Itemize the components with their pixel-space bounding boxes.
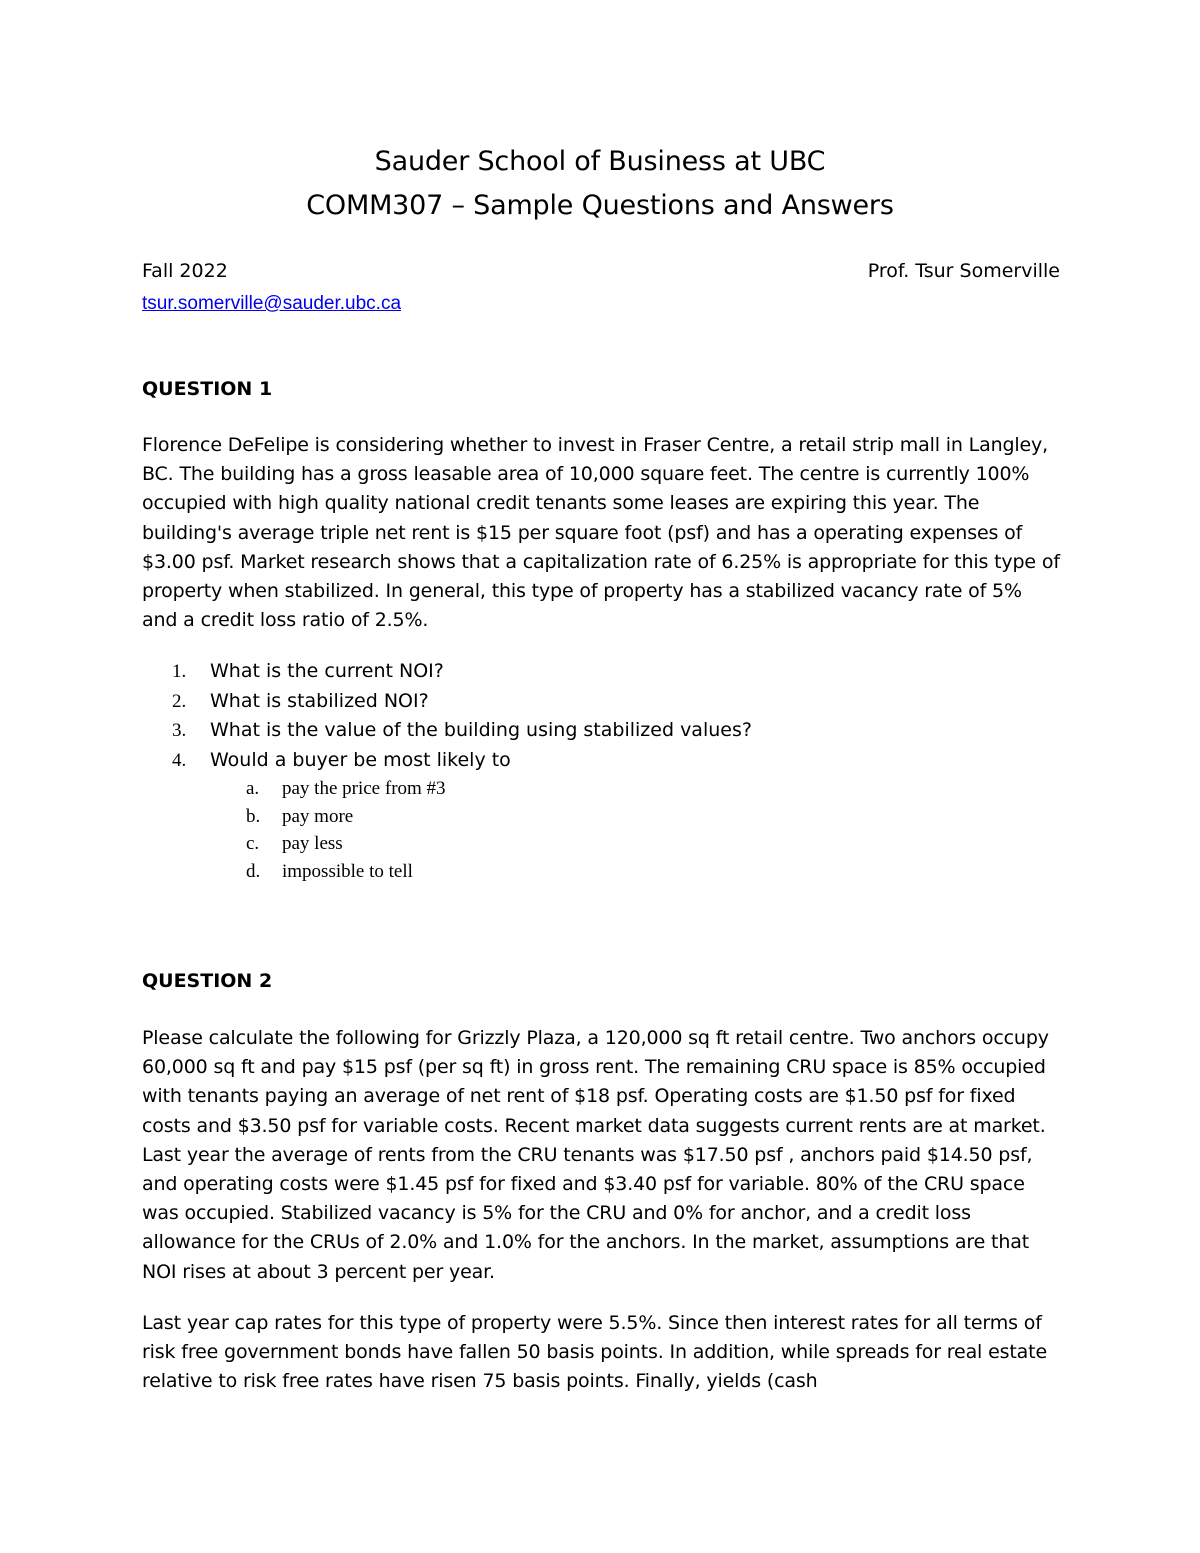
list-number: 2. (172, 690, 187, 712)
sub-list-item (142, 775, 1062, 803)
document-title (0, 140, 1200, 228)
question-2-paragraph-1: Please calculate the following for Grizzly Plaza, a 120,000 sq ft retail centre. Two anchors occupy 60,000 sq ft and pay $15 psf (per sq ft) in gross rent. The remaining CRU space is 85% occupied with tenants paying an average of net rent of $18 psf. Operating costs are $1.50 psf for fixed costs and $3.50 psf for variable costs. Recent market data suggests current rents are at market. Last year the average of rents from the CRU tenants was $17.50 psf , anchors paid $14.50 psf, and operating costs were $1.45 psf for fixed and $3.40 psf for variable. 80% of the CRU space was occupied. Stabilized vacancy is 5% for the CRU and 0% for anchor, and a credit loss allowance for the CRUs of 2.0% and 1.0% for the anchors. In the market, assumptions are that NOI rises at about 3 percent per year. (142, 1027, 1049, 1283)
sub-list-text: pay the price from #3 (282, 778, 446, 799)
list-item (142, 716, 1062, 746)
title-line-school: Sauder School of Business at UBC (374, 146, 826, 177)
list-item (142, 746, 1062, 776)
sub-list-text: pay less (282, 833, 343, 854)
list-text: What is the current NOI? (210, 660, 444, 682)
sub-list-letter: d. (246, 860, 261, 882)
sub-list-letter: c. (246, 833, 260, 854)
question-1-paragraph: Florence DeFelipe is considering whether to invest in Fraser Centre, a retail strip mall in Langley, BC. The building has a gross leasable area of 10,000 square feet. The centre is currently 100% occupied with high quality national credit tenants some leases are expiring this year. The building's average triple net rent is $15 per square foot (psf) and has a operating expenses of $3.00 psf. Market research shows that a capitalization rate of 6.25% is appropriate for this type of property when stabilized. In general, this type of property has a stabilized vacancy rate of 5% and a credit loss ratio of 2.5%. (142, 434, 1060, 632)
list-number: 4. (172, 749, 187, 771)
list-text: Would a buyer be most likely to (210, 748, 511, 771)
sub-list-item (142, 830, 1062, 858)
title-line-course: COMM307 – Sample Questions and Answers (306, 190, 894, 221)
professor-name: Prof. Tsur Somerville (867, 260, 1060, 282)
sub-list-item (142, 803, 1062, 831)
question-1-heading: QUESTION 1 (142, 378, 273, 400)
email-link[interactable]: tsur.somerville@sauder.ubc.ca (142, 293, 402, 314)
question-1-list (142, 657, 1062, 885)
question-2-paragraph-2: Last year cap rates for this type of property were 5.5%. Since then interest rates for all terms of risk free government bonds have fallen 50 basis points. In addition, while spreads for real estate relative to risk free rates have risen 75 basis points. Finally, yields (cash (142, 1312, 1048, 1393)
question-2-heading: QUESTION 2 (142, 970, 273, 992)
term-label: Fall 2022 (142, 260, 228, 282)
list-number: 1. (172, 661, 187, 682)
list-text: What is the value of the building using stabilized values? (210, 719, 752, 741)
list-text: What is stabilized NOI? (210, 689, 429, 712)
list-item (142, 687, 1062, 717)
sub-list-item (142, 858, 1062, 886)
sub-list-letter: b. (246, 805, 261, 827)
sub-list-text: pay more (282, 805, 354, 827)
sub-list-text: impossible to tell (282, 860, 413, 882)
sub-list-letter: a. (246, 778, 260, 799)
list-item (142, 657, 1062, 687)
list-number: 3. (172, 720, 187, 741)
